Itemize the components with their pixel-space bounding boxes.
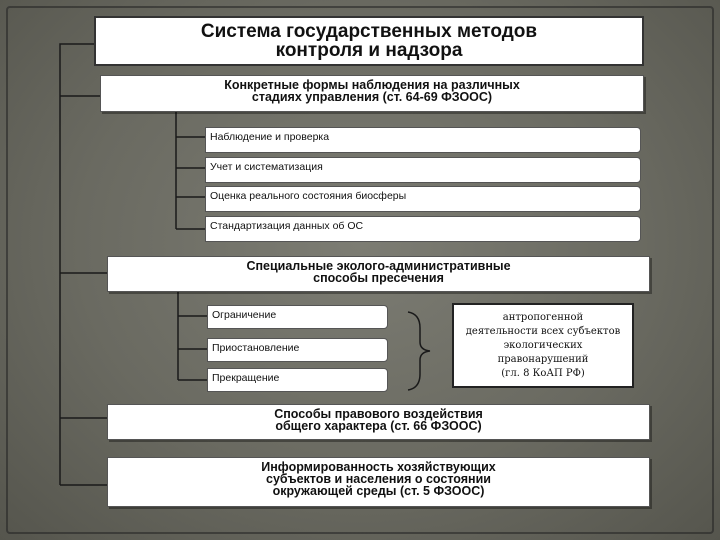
info-header-line1: Информированность хозяйствующих	[261, 460, 496, 474]
special-note-box	[452, 303, 634, 388]
legal-header	[107, 404, 650, 440]
brace	[408, 312, 430, 390]
title-line2: контроля и надзора	[275, 40, 463, 61]
forms-item-standardization: Стандартизация данных об ОС	[205, 216, 641, 242]
forms-header-line1: Конкретные формы наблюдения на различных	[224, 78, 520, 92]
info-header	[107, 457, 650, 507]
special-item-termination: Прекращение	[207, 368, 388, 392]
title-box	[94, 16, 644, 66]
forms-header-line2: стадиях управления (ст. 64-69 ФЗООС)	[251, 90, 493, 104]
special-header	[107, 256, 650, 292]
forms-item-accounting: Учет и систематизация	[205, 157, 641, 183]
special-item-suspension: Приостановление	[207, 338, 388, 362]
legal-header-line1: Способы правового воздействия	[274, 407, 483, 421]
special-header-line2: способы пресечения	[313, 271, 444, 285]
info-header-line2: субъектов и населения о состоянии	[266, 472, 491, 486]
note-line3: экологических	[503, 340, 583, 351]
info-header-line3: окружающей среды (ст. 5 ФЗООС)	[272, 484, 485, 498]
main-trunk-line	[60, 44, 94, 485]
legal-header-line2: общего характера (ст. 66 ФЗООС)	[275, 419, 482, 433]
forms-header	[100, 75, 644, 112]
note-line2: деятельности всех субъектов	[465, 326, 621, 337]
note-line1: антропогенной	[502, 312, 584, 323]
note-line5: (гл. 8 КоАП РФ)	[501, 368, 585, 379]
forms-item-assessment: Оценка реального состояния биосферы	[205, 186, 641, 212]
special-header-line1: Специальные эколого-административные	[246, 259, 511, 273]
forms-item-observation: Наблюдение и проверка	[205, 127, 641, 153]
special-item-restriction: Ограничение	[207, 305, 388, 329]
note-line4: правонарушений	[497, 354, 589, 365]
title-line1: Система государственных методов	[200, 21, 538, 42]
